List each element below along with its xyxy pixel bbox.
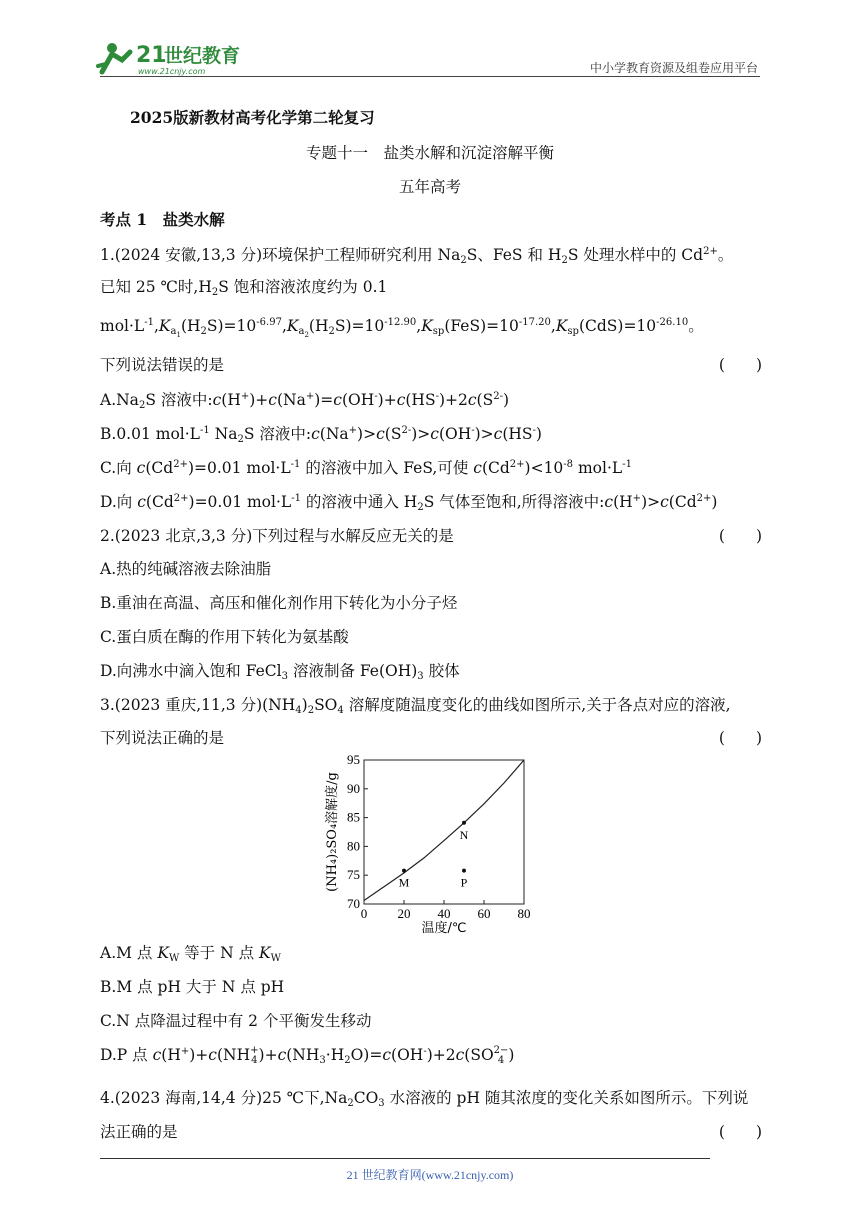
q1-option-a: $A.Na_2S$ 溶液中$:c(H^+)+c(Na^+)=c(OH^-)+c(HS^-)+2c(S^{2-})$ [100, 391, 510, 411]
q2-answer-blank: ( ) [718, 527, 762, 545]
point-m [402, 869, 406, 873]
q2-stem: 2.(2023 北京,3,3 分)下列过程与水解反应无关的是 [100, 527, 454, 545]
solubility-curve [364, 760, 524, 901]
q3-line1: 3.(2023 重庆,11,3 分)$(NH_4)_2SO_4$ 溶解度随温度变化的曲线如图所示,关于各点对应的溶液, [100, 696, 731, 716]
y-tick-label: 85 [347, 809, 360, 825]
y-tick-label: 95 [347, 752, 360, 767]
point-label-m: M [398, 875, 410, 890]
svg-text:www.21cnjy.com: www.21cnjy.com [138, 67, 206, 76]
q1-answer-blank: ( ) [718, 356, 762, 374]
y-axis-label: (NH₄)₂SO₄溶解度/g [325, 772, 340, 892]
doc-subtitle: 专题十一 盐类水解和沉淀溶解平衡 [305, 144, 554, 162]
section-heading: 五年高考 [398, 178, 461, 196]
svg-text:21: 21 [136, 43, 167, 68]
x-tick-label: 60 [477, 906, 491, 921]
x-tick-label: 80 [517, 906, 531, 921]
doc-title: 2025版新教材高考化学第二轮复习 [130, 108, 375, 127]
q1-line3: $mol\cdot L^{-1},K_{a_1}(H_2S)=10^{-6.97},K_{a_2}(H_2S)=10^{-12.90},K_{sp}(FeS)=10^{-17.20},K_{sp}(CdS)=10^{-26.10}$。 [100, 317, 704, 339]
y-tick-label: 70 [347, 896, 360, 911]
plot-frame [364, 760, 524, 904]
q3-stem: 下列说法正确的是 [100, 729, 225, 747]
q4-stem: 法正确的是 [100, 1123, 178, 1141]
q1-option-d: D.向 $c(Cd^{2+})=0.01$ $mol\cdot L^{-1}$ 的溶液中通入 $H_2S$ 气体至饱和,所得溶液中$:c(H^+)>c(Cd^{2+})$ [100, 493, 718, 513]
solubility-chart [320, 748, 540, 934]
point-label-n: N [459, 827, 469, 842]
y-tick-label: 80 [347, 838, 360, 854]
q4-line1: 4.(2023 海南,14,4 分)25 ℃下$,Na_2CO_3$ 水溶液的 pH 随其浓度的变化关系如图所示。下列说 [100, 1089, 749, 1109]
q1-line2: 已知 25 ℃时$,H_2S$ 饱和溶液浓度约为 0.1 [100, 278, 388, 298]
q3-option-a: A.M 点 $K_W$ 等于 N 点 $K_W$ [100, 944, 281, 964]
y-tick-label: 90 [347, 780, 360, 796]
q1-option-c: C.向 $c(Cd^{2+})=0.01$ $mol\cdot L^{-1}$ 的溶液中加入 FeS,可使 $c(Cd^{2+})<10^{-8}$ $mol\cdot L^{-1}$ [100, 459, 632, 477]
q2-option-b: B.重油在高温、高压和催化剂作用下转化为小分子烃 [100, 594, 458, 612]
q4-answer-blank: ( ) [718, 1123, 762, 1141]
x-tick-label: 0 [360, 906, 368, 921]
platform-tagline: 中小学教育资源及组卷应用平台 [589, 61, 758, 75]
point-n [462, 821, 466, 825]
header-divider [100, 76, 760, 77]
q3-answer-blank: ( ) [718, 729, 762, 747]
site-logo [96, 36, 266, 80]
footer-text: 21 世纪教育网(www.21cnjy.com) [346, 1168, 514, 1182]
q2-option-c: C.蛋白质在酶的作用下转化为氨基酸 [100, 628, 349, 646]
q1-stem: 下列说法错误的是 [100, 356, 225, 374]
q2-option-a: A.热的纯碱溶液去除油脂 [100, 560, 272, 578]
q3-option-c: C.N 点降温过程中有 2 个平衡发生移动 [100, 1012, 372, 1030]
point-p [462, 869, 466, 873]
q3-option-b: B.M 点 pH 大于 N 点 pH [100, 978, 285, 996]
q1-line1: 1.(2024 安徽,13,3 分)环境保护工程师研究利用 $Na_2S$、FeS 和 $H_2S$ 处理水样中的 $Cd^{2+}$。 [100, 246, 734, 266]
x-tick-label: 40 [437, 906, 451, 921]
y-tick-label: 75 [347, 867, 360, 883]
q2-option-d: D.向沸水中滴入饱和 FeCl$_3$ 溶液制备 $Fe(OH)_3$ 胶体 [100, 662, 460, 682]
footer-divider [100, 1158, 710, 1159]
q1-option-b: B.0.01 $mol\cdot L^{-1}$ $Na_2S$ 溶液中$:c(Na^+)>c(S^{2-})>c(OH^-)>c(HS^-)$ [100, 425, 542, 445]
x-tick-label: 20 [397, 906, 411, 921]
x-axis-label: 温度/℃ [421, 921, 467, 934]
point-label-p: P [460, 875, 468, 890]
kaodian-heading: 考点 1 盐类水解 [100, 210, 225, 229]
svg-text:世纪教育: 世纪教育 [164, 45, 241, 67]
q3-option-d: D.P 点 c(H+)+c(NH + 4 )$+c(NH_3\cdot H_2O)=c(OH^-)+2c(SO$ 2− 4 ) [100, 1045, 515, 1066]
